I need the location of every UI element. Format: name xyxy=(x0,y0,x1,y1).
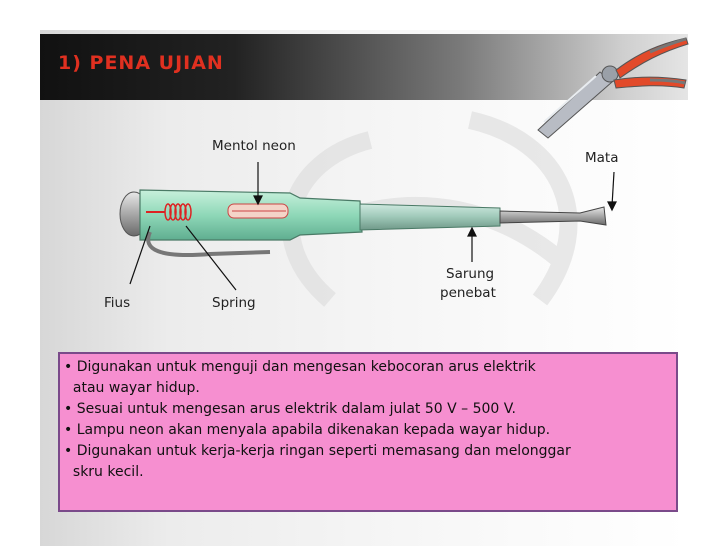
label-mentol-neon: Mentol neon xyxy=(212,138,296,154)
label-spring: Spring xyxy=(212,295,256,311)
label-penebat: penebat xyxy=(440,285,496,301)
bullet-line: atau wayar hidup. xyxy=(64,380,200,396)
bullet-line: • Digunakan untuk menguji dan mengesan kebocoran arus elektrik xyxy=(64,359,536,375)
bullet-line: skru kecil. xyxy=(64,464,144,480)
pliers-icon xyxy=(530,30,690,140)
bullet-list xyxy=(64,357,676,483)
bullet-line: • Digunakan untuk kerja-kerja ringan seperti memasang dan melonggar xyxy=(64,443,571,459)
label-fius: Fius xyxy=(104,295,131,311)
bullet-line: • Lampu neon akan menyala apabila dikenakan kepada wayar hidup. xyxy=(64,422,551,438)
bullet-line: • Sesuai untuk mengesan arus elektrik dalam julat 50 V – 500 V. xyxy=(64,401,516,417)
page-title: 1) PENA UJIAN xyxy=(58,52,224,74)
label-mata: Mata xyxy=(585,150,619,166)
label-sarung: Sarung xyxy=(446,266,495,282)
